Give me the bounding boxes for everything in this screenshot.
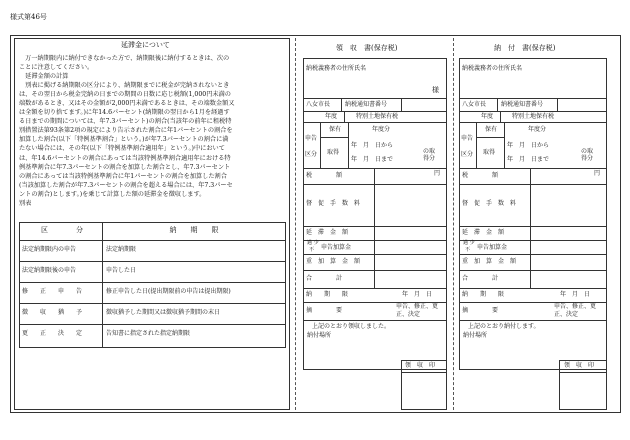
payment-period-to: 年 月 日まで [507,156,550,163]
receipt-summary-value: 正、決定 [396,311,421,318]
payment-period-suffix: の取得分 [581,148,594,162]
receipt-summary-value: 申告、修正、更 [396,303,439,310]
table-row: 徴収猶予した期間又は徴収猶予期間の末日 [106,309,221,316]
receipt-notice-no: 納税通知書番号 [345,101,388,108]
table-row: 徴 収 猶 予 [22,309,83,316]
receipt-row-underpay: 申告加算金 [321,244,352,251]
body-line: 別措置法第93条第2項の規定により告示された割合に年1パーセントの割合を [19,127,233,135]
payment-underpay-bottom: 不 [465,247,471,253]
payment-row-total: 合 計 [462,275,499,282]
table-row: 更 正 決 定 [22,330,83,337]
table-row: 修正申告した日(提出期限前の申告は提出期限) [106,288,231,295]
payment-summary-value: 申告、修正、更 [554,303,597,310]
body-line: 例基準割合に年7.3パーセントの割合を加算した割合とし、年7.3パーセント [19,163,231,171]
payment-stamp-label: 領 収 印 [564,362,595,369]
intro-line: 万一納期限内に納付できなかった方で、納期限後に納付するときは、次の [19,55,230,62]
table-row: 法定納期限 [106,246,137,253]
payment-period-from: 年 月 日から [507,142,550,149]
receipt-yen: 円 [434,170,441,177]
receipt-acquire: 取得 [327,149,340,156]
payment-year-label: 年度 [481,113,494,120]
payment-fiscal-year: 年度分 [528,126,547,133]
body-line: (当該加算した割合が年7.3パーセントの割合を超える場合には、年7.3パーセ [19,181,233,189]
receipt-year-label: 年度 [325,113,338,120]
receipt-taxpayer-label: 納税義務者の住所氏名 [306,65,367,72]
payment-due-value: 年 月 日 [560,291,591,298]
body-line: の割合にあっては当該特例基準割合に年1パーセントの割合を加算した割合 [19,172,227,180]
notice-heading: 延滞金について [121,41,170,49]
table-header-category: 区 分 [41,226,83,234]
receipt-hold: 保有 [329,126,342,133]
payment-row-underpay: 申告加算金 [477,244,508,251]
payment-hold: 保有 [485,126,498,133]
payment-city: 八女市長 [462,101,487,108]
table-row: 告知書に指定された指定納期限 [106,330,191,337]
table-row: 法定納期限内の申告 [22,246,77,253]
payment-notice-no: 納税通知書番号 [501,101,544,108]
calc-title: 延滞金額の計算 [19,73,69,81]
payment-yen: 円 [594,170,601,177]
receipt-underpay-bottom: 不 [309,247,315,253]
form-number: 様式第46号 [10,13,47,21]
receipt-received-text: 上記のとおり領収しました。 [312,323,391,330]
receipt-city: 八女市長 [306,101,331,108]
receipt-row-tax: 税 額 [306,172,343,179]
receipt-row-heavy-penalty: 重 加 算 金 額 [306,258,361,265]
receipt-row-late-fee: 延 滞 金 額 [306,229,349,236]
receipt-location-label: 納付場所 [307,332,332,339]
payment-underpay-top: 過 少 [463,240,475,246]
payment-row-tax: 税 額 [462,172,499,179]
payment-taxpayer-label: 納税義務者の住所氏名 [462,65,523,72]
payment-location-label: 納付場所 [463,332,488,339]
receipt-row-total: 合 計 [306,275,343,282]
payment-summary-value: 正、決定 [554,311,579,318]
receipt-fiscal-year: 年度分 [372,126,391,133]
table-title: 別表 [19,199,32,207]
intro-line: ことに注意してください。 [19,64,94,72]
table-header-due: 納 期 限 [169,226,219,234]
receipt-side-label: 区分 [305,151,318,158]
receipt-stamp-label: 領 収 印 [405,362,436,369]
table-row: 申告した日 [106,267,137,274]
body-line: は、その翌日から税金完納の日までの期間の日数に応じ税額(1,000円未満の [19,91,231,99]
payment-row-dunning-fee: 督 促 手 数 料 [462,200,517,207]
payment-row-late-fee: 延 滞 金 額 [462,229,505,236]
body-line: は全額を切り捨てます。)に年14.6パーセント(納期限の翌日から1月を経過す [19,109,230,117]
payment-acquire: 取得 [483,149,496,156]
payment-row-heavy-penalty: 重 加 算 金 額 [462,258,517,265]
receipt-period-suffix: の取得分 [423,148,436,162]
notice-intro [19,54,234,208]
payment-title: 納 付 書(保存税) [494,44,556,52]
payment-summary-label: 摘 要 [462,307,499,314]
receipt-underpay-top: 過 少 [307,240,319,246]
payment-tax-type: 特別土地保有税 [512,113,555,120]
receipt-period-to: 年 月 日まで [351,156,394,163]
body-line: 加算した割合(以下「特例基準割合」という。)が年7.3パーセントの割合に満 [19,136,229,144]
body-line: る日までの期間については、年7.3パーセント)の割合(当該年の前年に租税特 [19,118,232,126]
body-line: は、年14.6パーセントの割合にあっては当該特例基準割合適用年における特 [19,154,231,162]
table-row: 法定納期限後の申告 [22,267,77,274]
payment-due-label: 納 期 限 [462,291,505,298]
receipt-side-label: 申告 [305,135,318,142]
payment-side-label: 申告 [461,135,474,142]
payment-side-label: 区分 [461,151,474,158]
receipt-row-dunning-fee: 督 促 手 数 料 [306,200,361,207]
receipt-due-value: 年 月 日 [402,291,433,298]
table-row: 修 正 申 告 [22,288,83,295]
body-line: 端数があるとき、又はその金額が2,000円未満であるときは、その端数金額又 [19,100,235,108]
receipt-title: 領 収 書(保存税) [336,44,398,52]
body-line: 別表に掲げる納期限の区分により、納期限までに税金が完納されないとき [19,82,230,90]
receipt-honorific: 様 [432,86,439,94]
receipt-period-from: 年 月 日から [351,142,394,149]
receipt-summary-label: 摘 要 [306,307,343,314]
perforation-line [453,38,454,410]
body-line: ントの割合)とします。)を乗じて計算した額の延滞金を徴収します。 [19,190,206,198]
receipt-tax-type: 特別土地保有税 [356,113,399,120]
perforation-line [295,38,296,410]
receipt-due-label: 納 期 限 [306,291,349,298]
payment-received-text: 上記のとおり納付します。 [468,323,540,330]
body-line: たない場合には、その年(以下「特例基準割合適用年」という。)中において [19,145,225,153]
